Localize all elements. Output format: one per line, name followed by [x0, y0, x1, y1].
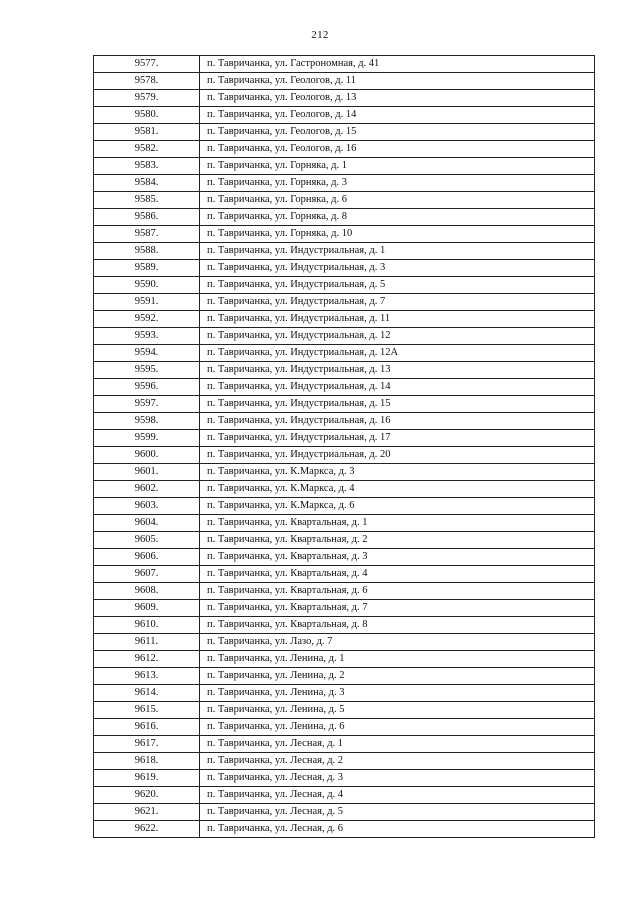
- row-number-cell: 9588.: [94, 243, 200, 260]
- row-number-cell: 9601.: [94, 464, 200, 481]
- table-row: [94, 396, 595, 413]
- table-row: [94, 56, 595, 73]
- row-number-cell: 9598.: [94, 413, 200, 430]
- row-number-cell: 9591.: [94, 294, 200, 311]
- row-number-cell: 9582.: [94, 141, 200, 158]
- row-number-cell: 9611.: [94, 634, 200, 651]
- table-row: [94, 583, 595, 600]
- row-number-cell: 9622.: [94, 821, 200, 838]
- address-cell: п. Тавричанка, ул. К.Маркса, д. 6: [200, 498, 595, 515]
- row-number-cell: 9579.: [94, 90, 200, 107]
- address-cell: п. Тавричанка, ул. Индустриальная, д. 16: [200, 413, 595, 430]
- table-row: [94, 345, 595, 362]
- address-cell: п. Тавричанка, ул. Индустриальная, д. 7: [200, 294, 595, 311]
- address-cell: п. Тавричанка, ул. Лесная, д. 3: [200, 770, 595, 787]
- table-row: [94, 651, 595, 668]
- address-cell: п. Тавричанка, ул. Квартальная, д. 2: [200, 532, 595, 549]
- address-cell: п. Тавричанка, ул. Горняка, д. 10: [200, 226, 595, 243]
- row-number-cell: 9580.: [94, 107, 200, 124]
- address-table-body: [94, 56, 595, 838]
- address-cell: п. Тавричанка, ул. Ленина, д. 5: [200, 702, 595, 719]
- row-number-cell: 9618.: [94, 753, 200, 770]
- address-cell: п. Тавричанка, ул. Индустриальная, д. 14: [200, 379, 595, 396]
- address-cell: п. Тавричанка, ул. Квартальная, д. 7: [200, 600, 595, 617]
- address-cell: п. Тавричанка, ул. Квартальная, д. 1: [200, 515, 595, 532]
- address-cell: п. Тавричанка, ул. Геологов, д. 14: [200, 107, 595, 124]
- table-row: [94, 787, 595, 804]
- table-row: [94, 617, 595, 634]
- table-row: [94, 362, 595, 379]
- row-number-cell: 9605.: [94, 532, 200, 549]
- address-cell: п. Тавричанка, ул. К.Маркса, д. 3: [200, 464, 595, 481]
- row-number-cell: 9612.: [94, 651, 200, 668]
- address-cell: п. Тавричанка, ул. Индустриальная, д. 1: [200, 243, 595, 260]
- address-cell: п. Тавричанка, ул. Индустриальная, д. 20: [200, 447, 595, 464]
- table-row: [94, 515, 595, 532]
- row-number-cell: 9602.: [94, 481, 200, 498]
- address-cell: п. Тавричанка, ул. Квартальная, д. 8: [200, 617, 595, 634]
- table-row: [94, 753, 595, 770]
- address-cell: п. Тавричанка, ул. Лесная, д. 4: [200, 787, 595, 804]
- table-row: [94, 209, 595, 226]
- row-number-cell: 9589.: [94, 260, 200, 277]
- table-row: [94, 566, 595, 583]
- address-cell: п. Тавричанка, ул. Гастрономная, д. 41: [200, 56, 595, 73]
- table-row: [94, 430, 595, 447]
- address-cell: п. Тавричанка, ул. Индустриальная, д. 17: [200, 430, 595, 447]
- address-cell: п. Тавричанка, ул. Индустриальная, д. 11: [200, 311, 595, 328]
- address-cell: п. Тавричанка, ул. Геологов, д. 15: [200, 124, 595, 141]
- row-number-cell: 9607.: [94, 566, 200, 583]
- address-cell: п. Тавричанка, ул. Лазо, д. 7: [200, 634, 595, 651]
- table-row: [94, 107, 595, 124]
- table-row: [94, 226, 595, 243]
- table-row: [94, 260, 595, 277]
- row-number-cell: 9606.: [94, 549, 200, 566]
- table-row: [94, 73, 595, 90]
- table-row: [94, 702, 595, 719]
- address-cell: п. Тавричанка, ул. Лесная, д. 5: [200, 804, 595, 821]
- row-number-cell: 9617.: [94, 736, 200, 753]
- row-number-cell: 9584.: [94, 175, 200, 192]
- address-cell: п. Тавричанка, ул. Индустриальная, д. 12: [200, 328, 595, 345]
- table-row: [94, 719, 595, 736]
- row-number-cell: 9583.: [94, 158, 200, 175]
- table-row: [94, 549, 595, 566]
- row-number-cell: 9593.: [94, 328, 200, 345]
- address-cell: п. Тавричанка, ул. Индустриальная, д. 5: [200, 277, 595, 294]
- row-number-cell: 9585.: [94, 192, 200, 209]
- row-number-cell: 9597.: [94, 396, 200, 413]
- row-number-cell: 9604.: [94, 515, 200, 532]
- row-number-cell: 9621.: [94, 804, 200, 821]
- table-row: [94, 413, 595, 430]
- row-number-cell: 9599.: [94, 430, 200, 447]
- table-row: [94, 379, 595, 396]
- table-row: [94, 447, 595, 464]
- table-row: [94, 192, 595, 209]
- row-number-cell: 9578.: [94, 73, 200, 90]
- table-row: [94, 175, 595, 192]
- row-number-cell: 9615.: [94, 702, 200, 719]
- address-cell: п. Тавричанка, ул. Геологов, д. 16: [200, 141, 595, 158]
- table-row: [94, 464, 595, 481]
- table-row: [94, 90, 595, 107]
- address-cell: п. Тавричанка, ул. К.Маркса, д. 4: [200, 481, 595, 498]
- table-row: [94, 736, 595, 753]
- row-number-cell: 9595.: [94, 362, 200, 379]
- table-row: [94, 277, 595, 294]
- address-cell: п. Тавричанка, ул. Индустриальная, д. 12А: [200, 345, 595, 362]
- address-table: [93, 55, 595, 838]
- address-cell: п. Тавричанка, ул. Ленина, д. 2: [200, 668, 595, 685]
- row-number-cell: 9600.: [94, 447, 200, 464]
- table-row: [94, 668, 595, 685]
- address-cell: п. Тавричанка, ул. Горняка, д. 3: [200, 175, 595, 192]
- address-cell: п. Тавричанка, ул. Горняка, д. 1: [200, 158, 595, 175]
- table-row: [94, 498, 595, 515]
- row-number-cell: 9596.: [94, 379, 200, 396]
- row-number-cell: 9620.: [94, 787, 200, 804]
- table-row: [94, 821, 595, 838]
- address-cell: п. Тавричанка, ул. Индустриальная, д. 3: [200, 260, 595, 277]
- table-row: [94, 328, 595, 345]
- row-number-cell: 9581.: [94, 124, 200, 141]
- address-cell: п. Тавричанка, ул. Лесная, д. 2: [200, 753, 595, 770]
- table-row: [94, 532, 595, 549]
- address-cell: п. Тавричанка, ул. Индустриальная, д. 15: [200, 396, 595, 413]
- page-number: 212: [311, 29, 329, 41]
- address-cell: п. Тавричанка, ул. Лесная, д. 1: [200, 736, 595, 753]
- table-row: [94, 481, 595, 498]
- row-number-cell: 9592.: [94, 311, 200, 328]
- address-cell: п. Тавричанка, ул. Лесная, д. 6: [200, 821, 595, 838]
- table-row: [94, 311, 595, 328]
- row-number-cell: 9608.: [94, 583, 200, 600]
- table-row: [94, 243, 595, 260]
- row-number-cell: 9613.: [94, 668, 200, 685]
- table-row: [94, 124, 595, 141]
- row-number-cell: 9587.: [94, 226, 200, 243]
- row-number-cell: 9577.: [94, 56, 200, 73]
- address-cell: п. Тавричанка, ул. Квартальная, д. 3: [200, 549, 595, 566]
- address-cell: п. Тавричанка, ул. Горняка, д. 8: [200, 209, 595, 226]
- row-number-cell: 9609.: [94, 600, 200, 617]
- address-cell: п. Тавричанка, ул. Горняка, д. 6: [200, 192, 595, 209]
- table-row: [94, 158, 595, 175]
- address-cell: п. Тавричанка, ул. Геологов, д. 11: [200, 73, 595, 90]
- address-cell: п. Тавричанка, ул. Квартальная, д. 6: [200, 583, 595, 600]
- table-row: [94, 141, 595, 158]
- row-number-cell: 9610.: [94, 617, 200, 634]
- table-row: [94, 634, 595, 651]
- row-number-cell: 9594.: [94, 345, 200, 362]
- address-cell: п. Тавричанка, ул. Ленина, д. 3: [200, 685, 595, 702]
- table-row: [94, 294, 595, 311]
- row-number-cell: 9614.: [94, 685, 200, 702]
- table-row: [94, 804, 595, 821]
- address-cell: п. Тавричанка, ул. Индустриальная, д. 13: [200, 362, 595, 379]
- row-number-cell: 9586.: [94, 209, 200, 226]
- table-row: [94, 770, 595, 787]
- address-cell: п. Тавричанка, ул. Квартальная, д. 4: [200, 566, 595, 583]
- row-number-cell: 9603.: [94, 498, 200, 515]
- row-number-cell: 9619.: [94, 770, 200, 787]
- address-cell: п. Тавричанка, ул. Геологов, д. 13: [200, 90, 595, 107]
- table-row: [94, 685, 595, 702]
- address-cell: п. Тавричанка, ул. Ленина, д. 6: [200, 719, 595, 736]
- row-number-cell: 9616.: [94, 719, 200, 736]
- row-number-cell: 9590.: [94, 277, 200, 294]
- table-row: [94, 600, 595, 617]
- address-cell: п. Тавричанка, ул. Ленина, д. 1: [200, 651, 595, 668]
